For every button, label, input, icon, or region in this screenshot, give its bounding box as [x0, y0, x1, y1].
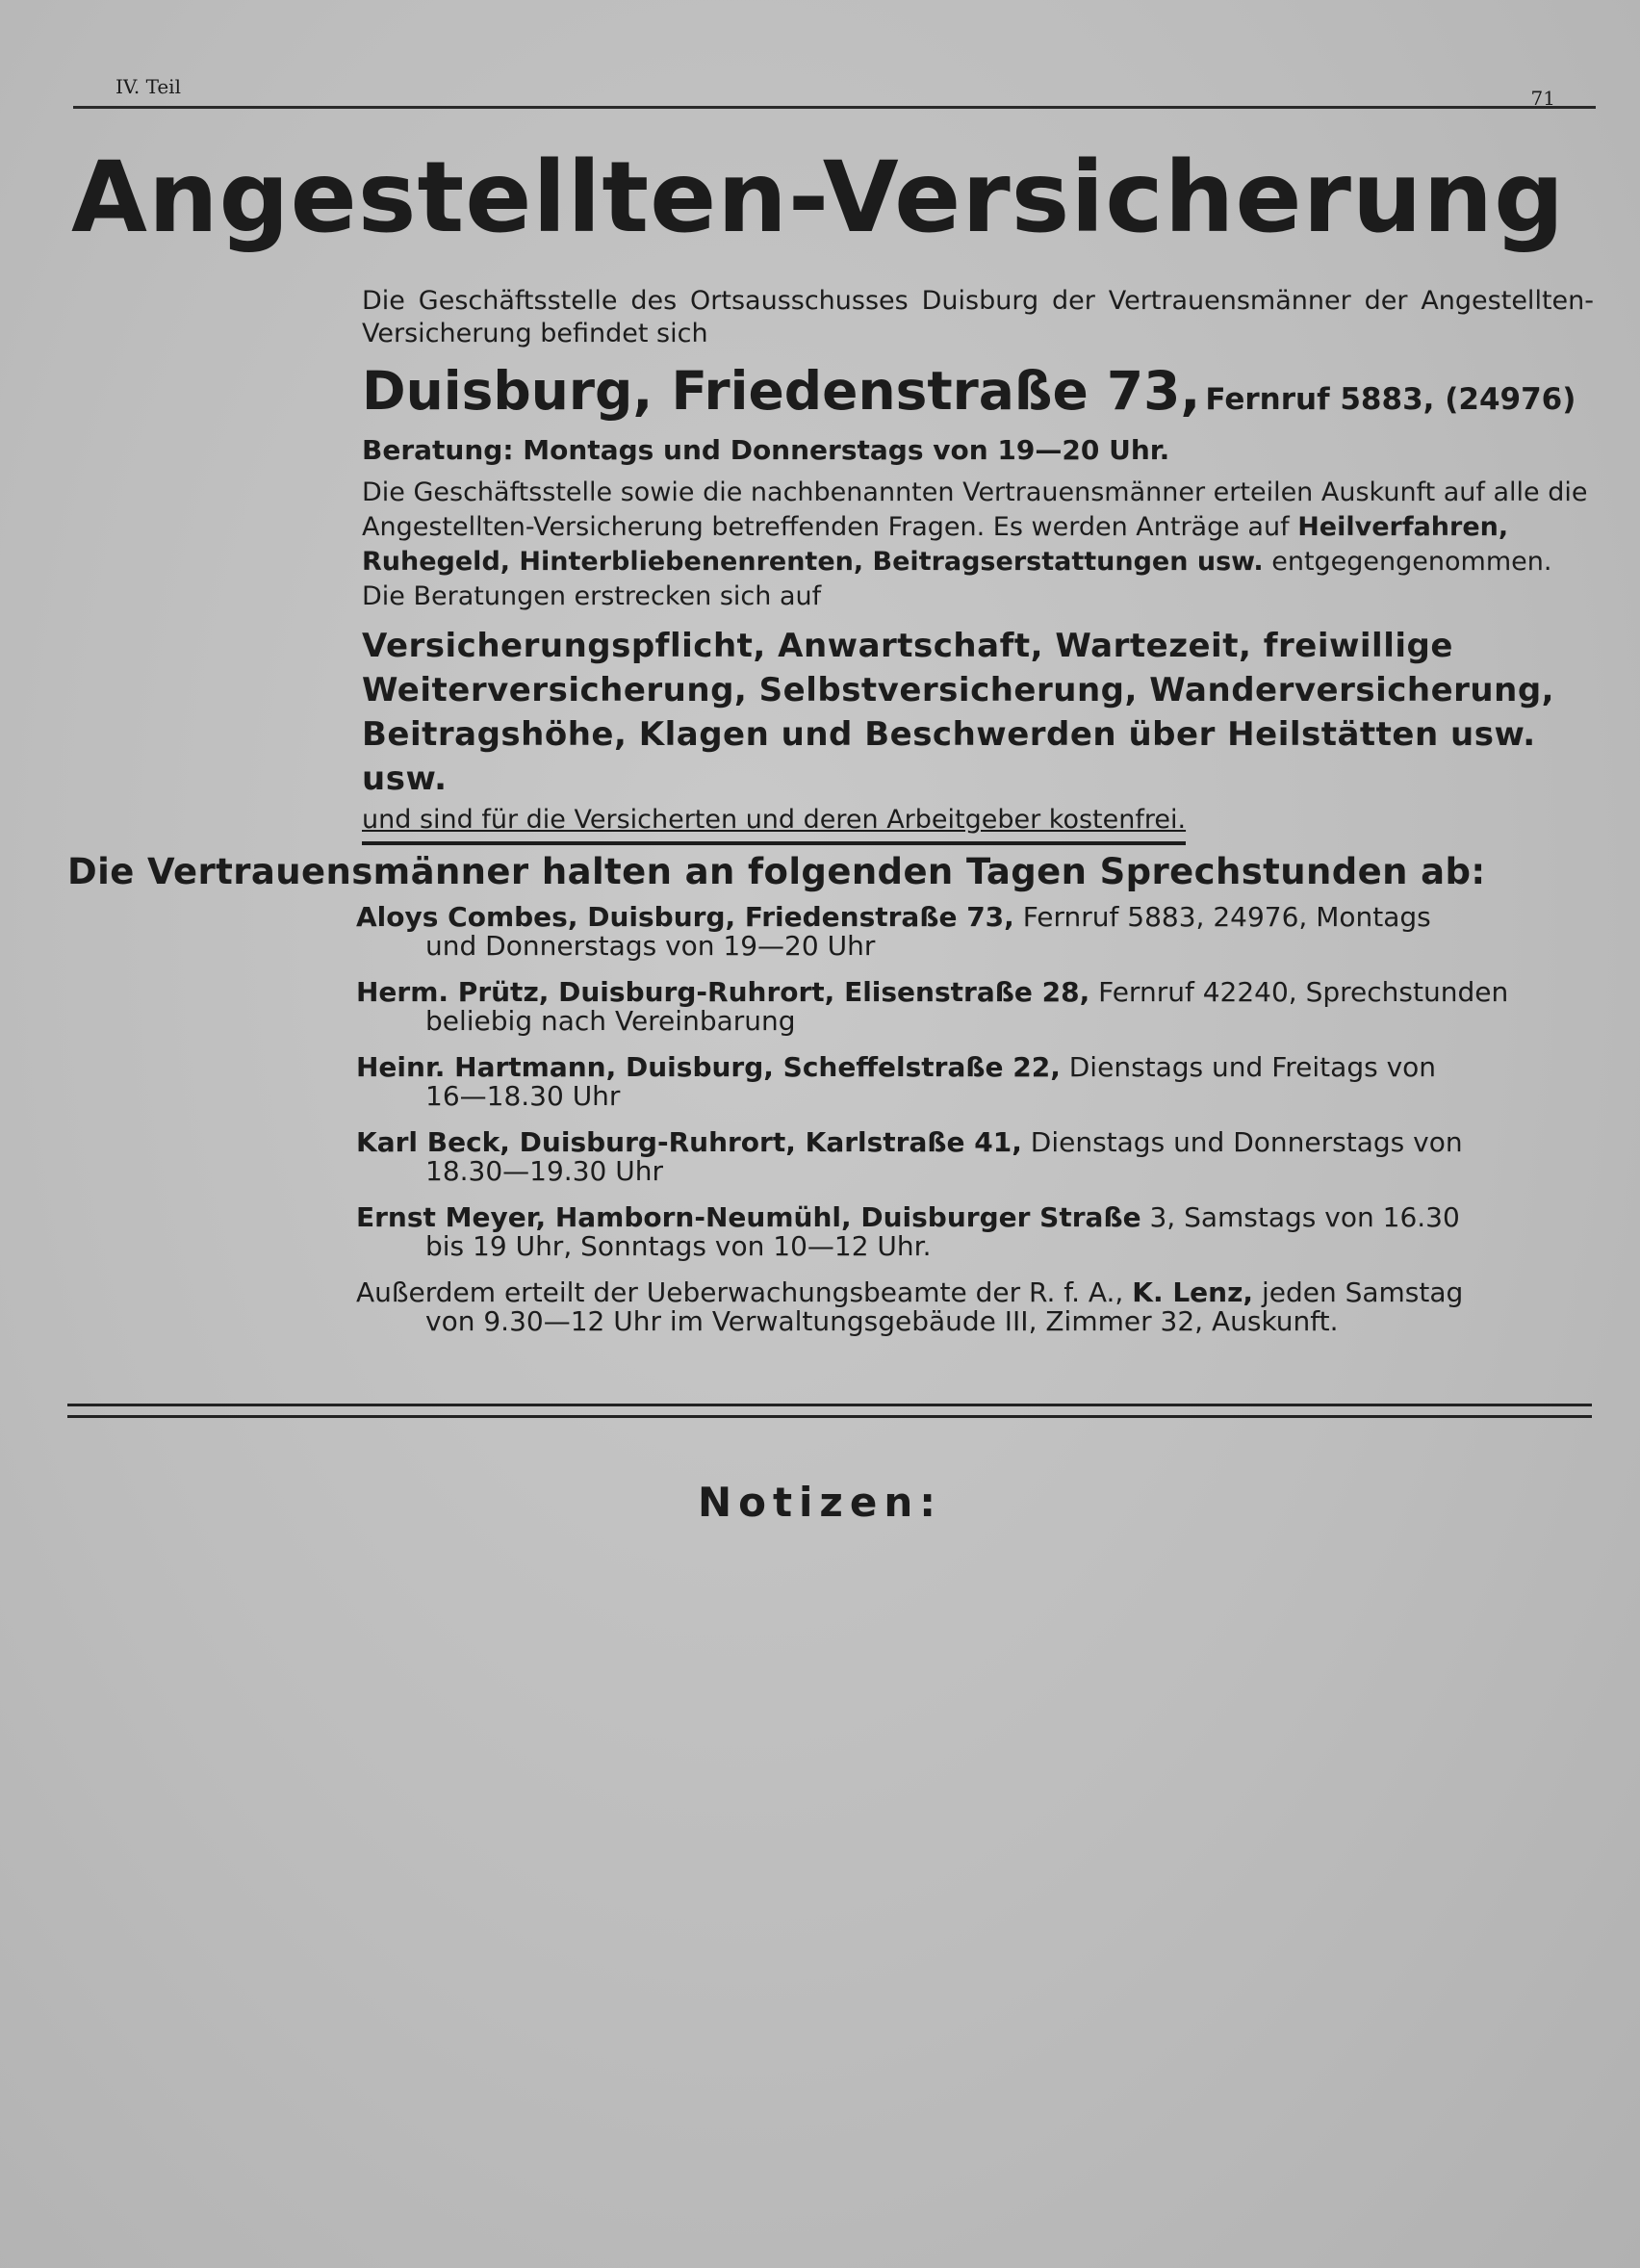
- intro-section: [362, 285, 1594, 845]
- consultation-heading: Die Vertrauensmänner halten an folgenden Tagen Sprechstunden ab:: [67, 851, 1486, 892]
- free-of-charge-note: und sind für die Versicherten und deren Arbeitgeber kostenfrei.: [362, 801, 1186, 845]
- address: Duisburg, Friedenstraße 73,: [362, 360, 1201, 422]
- info-bold: Heilverfahren, Ruhegeld, Hinterbliebenenrenten, Beitragserstattungen usw.: [362, 512, 1509, 577]
- phone: Fernruf 5883, (24976): [1205, 382, 1576, 417]
- person-details-continued: 16—18.30 Uhr: [425, 1080, 621, 1112]
- page-number: 71: [1530, 87, 1555, 110]
- supervisor-details: jeden Samstag: [1261, 1276, 1464, 1308]
- person-entry: [356, 903, 1594, 961]
- page-title: Angestellten-Versicherung: [71, 141, 1566, 255]
- info-start: Die Geschäftsstelle sowie die nachbenannten Vertrauensmänner erteilen Auskunft auf alle die Angestellten-Versicherung betreffenden Fragen. Es werden Anträge auf: [362, 477, 1588, 542]
- person-name: Ernst Meyer, Hamborn-Neumühl, Duisburger Straße: [356, 1201, 1141, 1233]
- supervisor-start: Außerdem erteilt der Ueberwachungsbeamte der R. f. A.,: [356, 1276, 1124, 1308]
- person-details: Fernruf 5883, 24976, Montags: [1022, 901, 1431, 933]
- person-entry: [356, 1128, 1594, 1186]
- intro-text: Die Geschäftsstelle des Ortsausschusses Duisburg der Vertrauensmänner der Angestellten-Versicherung befindet sich: [362, 286, 1594, 348]
- supervisor-details-continued: von 9.30—12 Uhr im Verwaltungsgebäude III, Zimmer 32, Auskunft.: [425, 1305, 1339, 1337]
- info-paragraph: [362, 476, 1594, 614]
- person-details-continued: bis 19 Uhr, Sonntags von 10—12 Uhr.: [425, 1230, 932, 1262]
- person-entry: [356, 978, 1594, 1036]
- person-name: Aloys Combes, Duisburg, Friedenstraße 73,: [356, 901, 1014, 933]
- consultation-hours: Beratung: Montags und Donnerstags von 19—20 Uhr.: [362, 434, 1170, 466]
- person-name: Karl Beck, Duisburg-Ruhrort, Karlstraße 41,: [356, 1126, 1022, 1158]
- person-details: Dienstags und Donnerstags von: [1030, 1126, 1463, 1158]
- person-details: 3, Samstags von 16.30: [1149, 1201, 1460, 1233]
- part-label: IV. Teil: [115, 75, 181, 98]
- info-end: entgegengenommen. Die Beratungen erstrecken sich auf: [362, 547, 1552, 611]
- person-details: Dienstags und Freitags von: [1068, 1051, 1437, 1083]
- topics-list: Versicherungspflicht, Anwartschaft, Wartezeit, freiwillige Weiterversicherung, Selbstversicherung, Wanderversicherung, Beitragshöhe, Klagen und Beschwerden über Heilstätten usw. usw.: [362, 627, 1555, 798]
- person-list: [356, 903, 1594, 1353]
- person-details-continued: und Donnerstags von 19—20 Uhr: [425, 930, 876, 962]
- person-details-continued: beliebig nach Vereinbarung: [425, 1005, 796, 1037]
- person-name: Heinr. Hartmann, Duisburg, Scheffelstraße 22,: [356, 1051, 1061, 1083]
- notes-heading: Notizen:: [697, 1479, 943, 1526]
- person-details-continued: 18.30—19.30 Uhr: [425, 1155, 663, 1187]
- person-entry: [356, 1053, 1594, 1111]
- person-details: Fernruf 42240, Sprechstunden: [1098, 976, 1509, 1008]
- office-address: [362, 362, 1594, 433]
- supervisor-name: K. Lenz,: [1132, 1276, 1254, 1308]
- running-head: [73, 67, 1596, 109]
- supervisor-note: [356, 1278, 1594, 1336]
- section-divider: [67, 1404, 1592, 1418]
- person-entry: [356, 1203, 1594, 1261]
- person-name: Herm. Prütz, Duisburg-Ruhrort, Elisenstraße 28,: [356, 976, 1090, 1008]
